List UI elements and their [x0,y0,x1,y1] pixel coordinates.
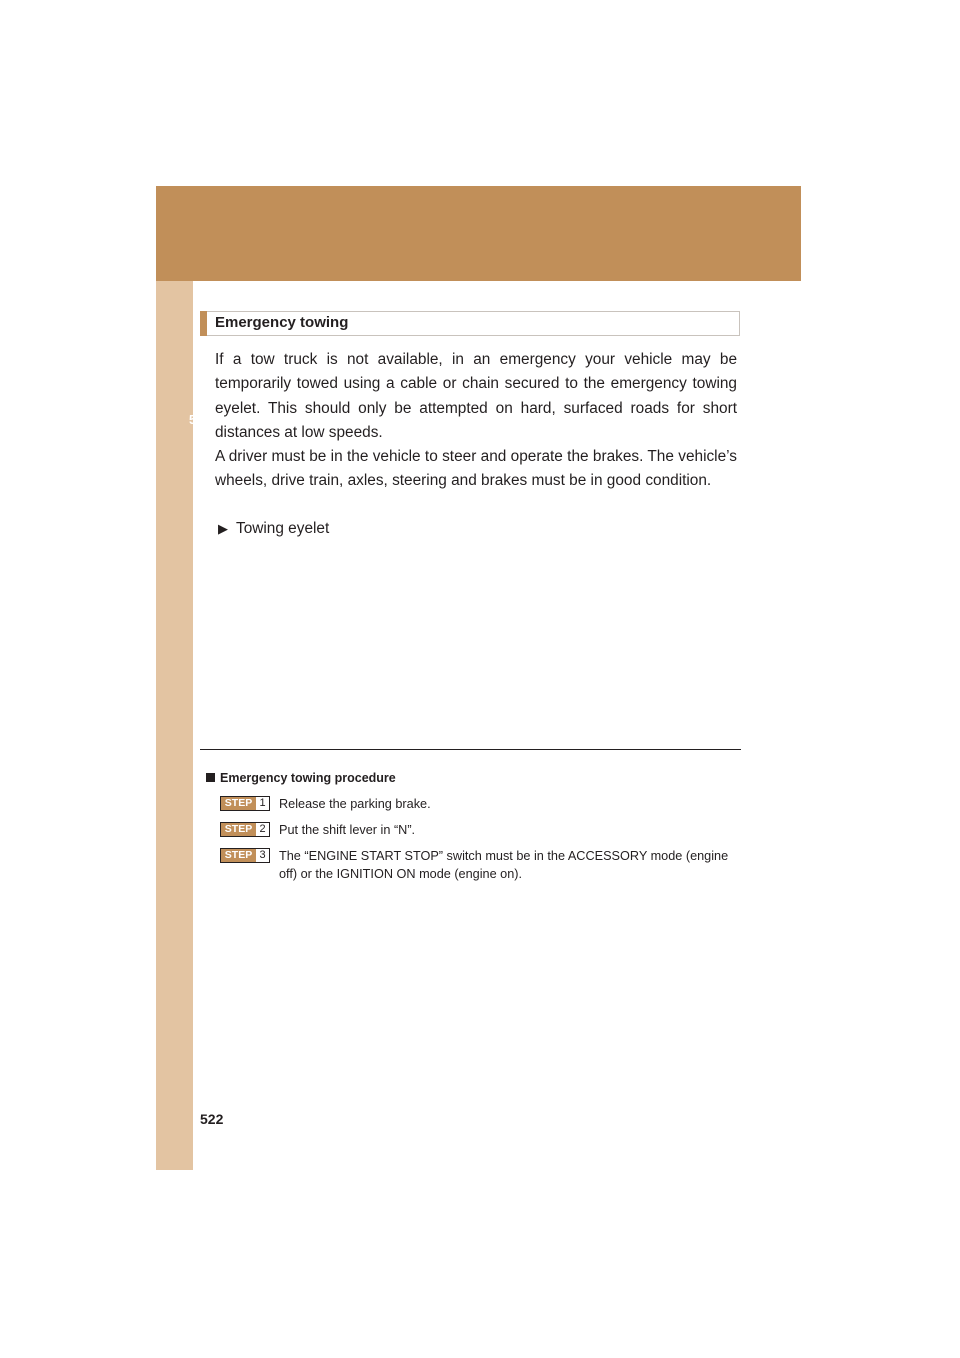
paragraph-2: A driver must be in the vehicle to steer and operate the brakes. The vehicle’s wheels, drive train, axles, steering and brakes must be in good condition. [215,448,737,490]
triangle-bullet-icon: ▶ [218,521,228,536]
step-badge [220,822,270,837]
section-label: 5-1. Essential information [189,413,344,427]
step-text: Put the shift lever in “N”. [279,823,416,837]
step-badge [220,848,270,863]
side-band [156,186,193,1170]
step-text: The “ENGINE START STOP” switch must be in the ACCESSORY mode (engine off) or the IGNITION ON mode (engine on). [279,849,729,881]
bullet-item [218,520,329,538]
step-word: STEP [221,797,256,810]
step-word: STEP [221,849,256,862]
procedure-title: Emergency towing procedure [220,771,396,785]
divider [200,749,741,750]
illustration-area [215,552,740,742]
paragraph-1: If a tow truck is not available, in an emergency your vehicle may be temporarily towed using a cable or chain secured to the emergency towing eyelet. This should only be attempted on hard, surfaced roads for short distances at low speeds. [215,351,737,441]
section-heading: Emergency towing [215,314,349,331]
step-number: 2 [256,823,269,836]
heading-accent [200,311,207,336]
procedure-heading [206,771,396,785]
step-word: STEP [221,823,256,836]
square-bullet-icon [206,773,215,782]
bullet-text: Towing eyelet [236,520,330,537]
step-badge [220,796,270,811]
step-number: 1 [256,797,269,810]
page-number: 522 [200,1111,224,1127]
step-number: 3 [256,849,269,862]
body-text [215,348,737,494]
step-text: Release the parking brake. [279,797,431,811]
